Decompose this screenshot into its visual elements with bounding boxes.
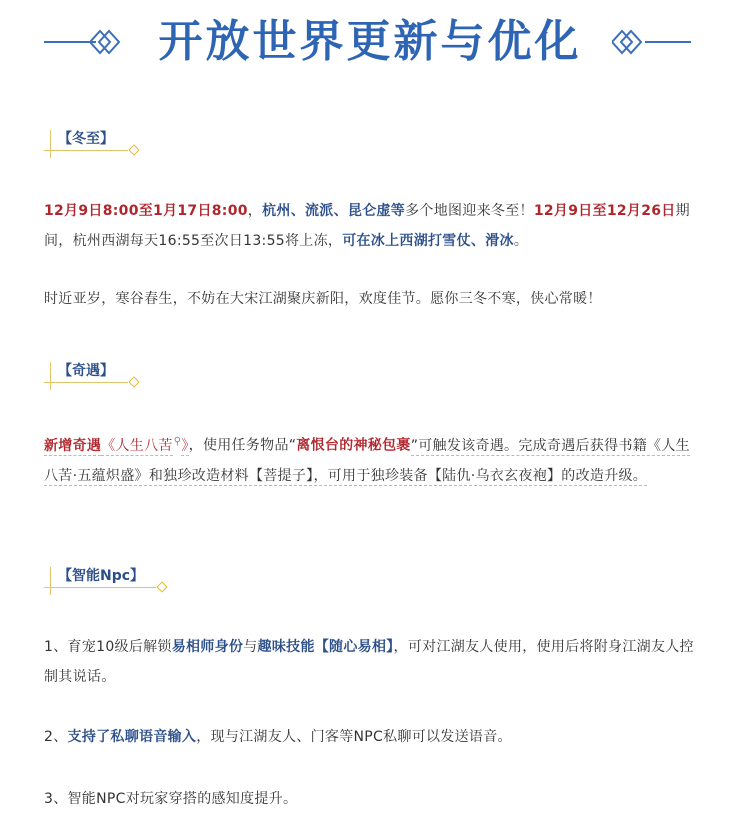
text-span: 与 <box>243 639 258 655</box>
winter-paragraph-1 <box>44 196 694 256</box>
new-encounter-label: 新增奇遇 <box>44 437 102 454</box>
quest-item-name: 离恨台的神秘包裹 <box>296 437 411 454</box>
text-span: 2、 <box>44 729 68 745</box>
npc-item-1 <box>44 632 694 692</box>
diamond-bullet-icon <box>128 376 139 387</box>
encounter-name-close: 》 <box>181 437 189 454</box>
winter-paragraph-2: 时近亚岁，寒谷春生，不妨在大宋江湖聚庆新阳，欢度佳节。愿你三冬不寒，侠心常暖！ <box>44 291 602 307</box>
ice-activities: 可在冰上西湖打雪仗、滑冰 <box>342 233 514 249</box>
heading-vertical-rule <box>50 567 51 595</box>
diamond-ornament-icon <box>612 28 642 56</box>
title-line-right <box>645 41 691 43</box>
heading-horizontal-rule <box>44 587 156 588</box>
search-icon[interactable]: ⚲ <box>173 436 182 447</box>
text-span: 1、育宠10级后解锁 <box>44 639 172 655</box>
heading-vertical-rule <box>50 362 51 390</box>
diamond-bullet-icon <box>156 581 167 592</box>
section-label: 【奇遇】 <box>58 363 114 379</box>
freeze-date-range: 12月9日至12月26日 <box>533 203 676 219</box>
text-span: 多个地图迎来冬至！ <box>405 203 534 219</box>
npc-item-2 <box>44 722 694 752</box>
title-line-left <box>44 41 96 43</box>
section-label: 【智能Npc】 <box>58 568 145 584</box>
map-names: 杭州、流派、昆仑虚等 <box>262 203 406 219</box>
npc-item-3: 3、智能NPC对玩家穿搭的感知度提升。 <box>44 791 298 807</box>
text-span: ， <box>247 203 263 219</box>
diamond-ornament-icon <box>90 28 120 56</box>
encounter-name-link[interactable]: 《人生八苦 <box>101 437 173 454</box>
page-title: 开放世界更新与优化 <box>158 16 582 67</box>
section-heading-winter <box>44 128 154 164</box>
encounter-paragraph <box>44 427 694 491</box>
section-heading-encounter <box>44 360 154 396</box>
section-heading-npc <box>44 565 174 601</box>
heading-horizontal-rule <box>44 150 128 151</box>
skill-name: 趣味技能【随心易相】 <box>257 639 394 655</box>
text-span: ，可对江湖友人使用，使用后将附身江湖友人控制其说话。 <box>44 639 694 685</box>
text-span: 期间，杭州西湖每天16:55至次日13:55将上冻， <box>44 203 690 249</box>
text-span: ”可触发该奇遇。完成奇遇后获得书籍《人生八苦·五蕴炽盛》和独珍改造材料【菩提子】，可用于独珍装备【陆仇·乌衣玄夜袍】的改造升级。 <box>44 437 690 484</box>
title-banner <box>0 10 738 70</box>
heading-horizontal-rule <box>44 382 128 383</box>
text-span: 。 <box>513 233 529 249</box>
identity-name: 易相师身份 <box>171 639 244 655</box>
text-span: ，使用任务物品“ <box>188 437 297 454</box>
voice-input-feature: 支持了私聊语音输入 <box>67 729 197 745</box>
event-date-range: 12月9日8:00至1月17日8:00 <box>44 203 248 219</box>
diamond-bullet-icon <box>128 144 139 155</box>
section-label: 【冬至】 <box>58 131 114 147</box>
text-span: ，现与江湖友人、门客等NPC私聊可以发送语音。 <box>196 729 512 745</box>
heading-vertical-rule <box>50 130 51 158</box>
